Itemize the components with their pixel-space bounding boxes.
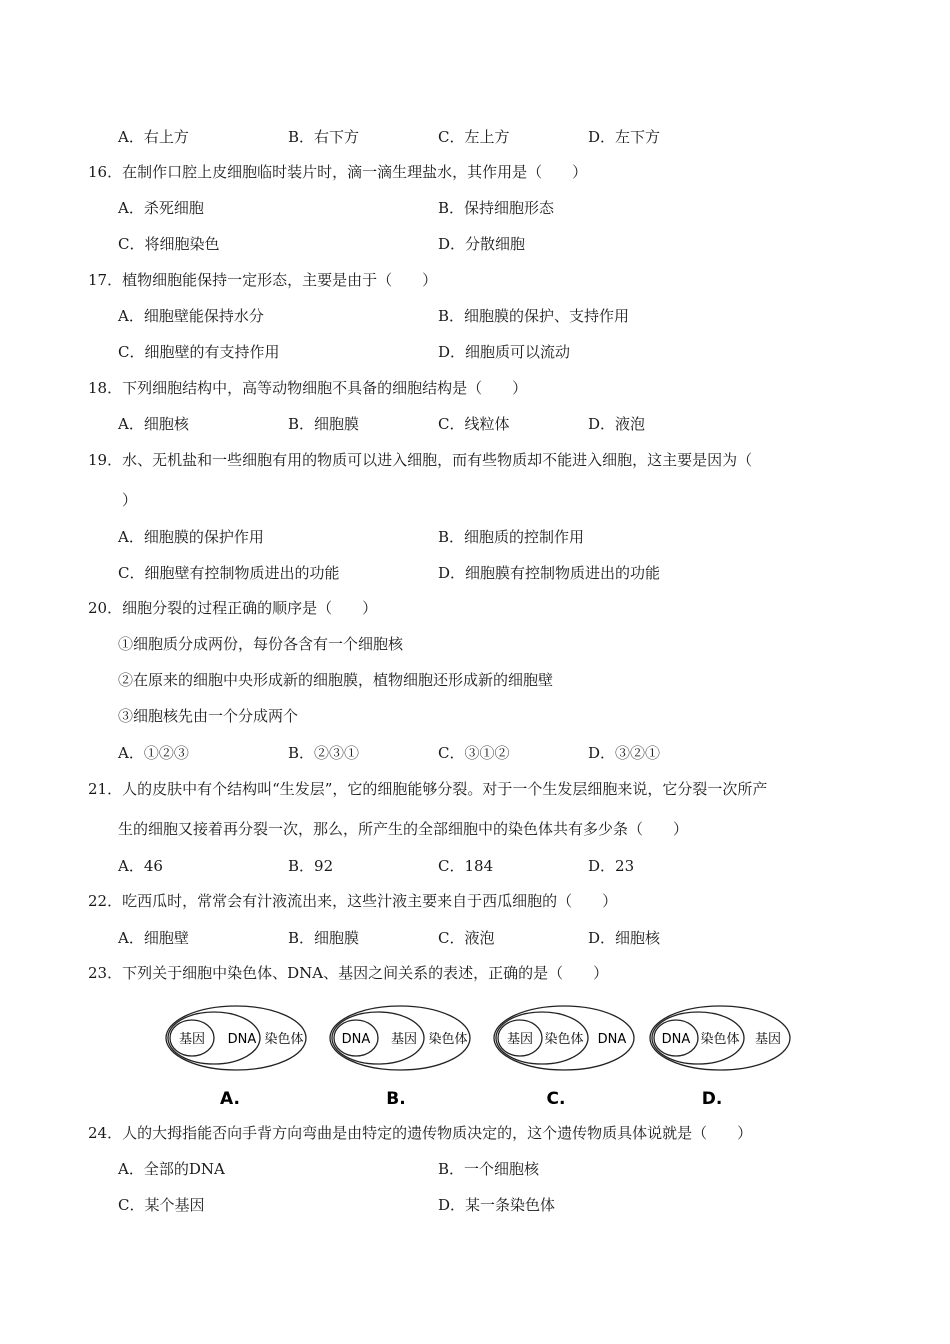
q19-option-b: B．细胞质的控制作用: [438, 528, 585, 546]
middle-label: 基因: [390, 1032, 418, 1047]
q23-diagram-b: [330, 1006, 470, 1109]
q16-stem: 16．在制作口腔上皮细胞临时装片时，滴一滴生理盐水，其作用是（ ）: [88, 163, 588, 181]
outer-label: 染色体: [428, 1032, 468, 1047]
inner-label: DNA: [661, 1032, 691, 1047]
q18-option-a: A．细胞核: [118, 415, 189, 433]
outer-label: 基因: [754, 1032, 782, 1047]
q20-stem: 20．细胞分裂的过程正确的顺序是（ ）: [88, 599, 378, 617]
q23-ellipse-diagrams: [160, 1004, 800, 1114]
q20-option-b: B．②③①: [288, 744, 360, 762]
middle-label: 染色体: [700, 1032, 740, 1047]
q21-option-d: D．23: [588, 857, 635, 875]
diagram-label: D.: [701, 1089, 723, 1109]
diagram-label: C.: [546, 1089, 566, 1109]
q20-step-1: ①细胞质分成两份，每份各含有一个细胞核: [118, 635, 404, 653]
q23-stem: 23．下列关于细胞中染色体、DNA、基因之间关系的表述，正确的是（ ）: [88, 964, 609, 982]
q16-option-a: A．杀死细胞: [118, 199, 204, 217]
q24-option-d: D．某一条染色体: [438, 1196, 556, 1214]
q20-option-c: C．③①②: [438, 744, 510, 762]
q23-diagram-c: [494, 1006, 634, 1109]
q21-option-a: A．46: [118, 857, 163, 875]
q18-stem: 18．下列细胞结构中，高等动物细胞不具备的细胞结构是（ ）: [88, 379, 528, 397]
q19-stem: 19．水、无机盐和一些细胞有用的物质可以进入细胞，而有些物质却不能进入细胞，这主要是因为（: [88, 451, 753, 469]
q15-option-a: A．右上方: [118, 128, 189, 146]
q22-stem: 22．吃西瓜时，常常会有汁液流出来，这些汁液主要来自于西瓜细胞的（ ）: [88, 892, 618, 910]
q21-stem-continued: 生的细胞又接着再分裂一次，那么，所产生的全部细胞中的染色体共有多少条（ ）: [118, 820, 689, 838]
middle-label: 染色体: [544, 1032, 584, 1047]
q20-step-3: ③细胞核先由一个分成两个: [118, 707, 299, 725]
q21-option-c: C．184: [438, 857, 494, 875]
q21-option-b: B．92: [288, 857, 334, 875]
q20-option-a: A．①②③: [118, 744, 189, 762]
inner-label: DNA: [341, 1032, 371, 1047]
q24-option-a: A．全部的DNA: [118, 1160, 225, 1178]
q17-stem: 17．植物细胞能保持一定形态，主要是由于（ ）: [88, 271, 438, 289]
q16-option-b: B．保持细胞形态: [438, 199, 555, 217]
q18-option-c: C．线粒体: [438, 415, 510, 433]
q24-stem: 24．人的大拇指能否向手背方向弯曲是由特定的遗传物质决定的，这个遗传物质具体说就是（ ）: [88, 1124, 753, 1142]
q24-option-c: C．某个基因: [118, 1196, 205, 1214]
q17-option-b: B．细胞膜的保护、支持作用: [438, 307, 630, 325]
q20-option-d: D．③②①: [588, 744, 661, 762]
q23-diagram-d: [650, 1006, 790, 1109]
q16-option-c: C．将细胞染色: [118, 235, 220, 253]
q22-option-b: B．细胞膜: [288, 929, 360, 947]
q22-option-c: C．液泡: [438, 929, 495, 947]
q24-option-b: B．一个细胞核: [438, 1160, 540, 1178]
middle-label: DNA: [227, 1032, 257, 1047]
q19-option-c: C．细胞壁有控制物质进出的功能: [118, 564, 340, 582]
outer-label: DNA: [597, 1032, 627, 1047]
q18-option-d: D．液泡: [588, 415, 646, 433]
q16-option-d: D．分散细胞: [438, 235, 526, 253]
q15-option-b: B．右下方: [288, 128, 360, 146]
q18-option-b: B．细胞膜: [288, 415, 360, 433]
q22-option-d: D．细胞核: [588, 929, 661, 947]
q20-step-2: ②在原来的细胞中央形成新的细胞膜，植物细胞还形成新的细胞壁: [118, 671, 554, 689]
q17-option-d: D．细胞质可以流动: [438, 343, 571, 361]
q19-option-a: A．细胞膜的保护作用: [118, 528, 264, 546]
inner-label: 基因: [506, 1032, 534, 1047]
q17-option-a: A．细胞壁能保持水分: [118, 307, 264, 325]
q22-option-a: A．细胞壁: [118, 929, 189, 947]
outer-label: 染色体: [264, 1032, 304, 1047]
diagram-label: A.: [220, 1089, 240, 1109]
inner-label: 基因: [178, 1032, 206, 1047]
q15-option-c: C．左上方: [438, 128, 510, 146]
q19-stem-continued: ）: [122, 491, 138, 509]
q17-option-c: C．细胞壁的有支持作用: [118, 343, 280, 361]
q15-option-d: D．左下方: [588, 128, 661, 146]
q19-option-d: D．细胞膜有控制物质进出的功能: [438, 564, 661, 582]
q23-diagram-a: [166, 1006, 306, 1109]
diagram-label: B.: [386, 1089, 406, 1109]
q21-stem: 21．人的皮肤中有个结构叫“生发层”，它的细胞能够分裂。对于一个生发层细胞来说，它分裂一次所产: [88, 780, 768, 798]
